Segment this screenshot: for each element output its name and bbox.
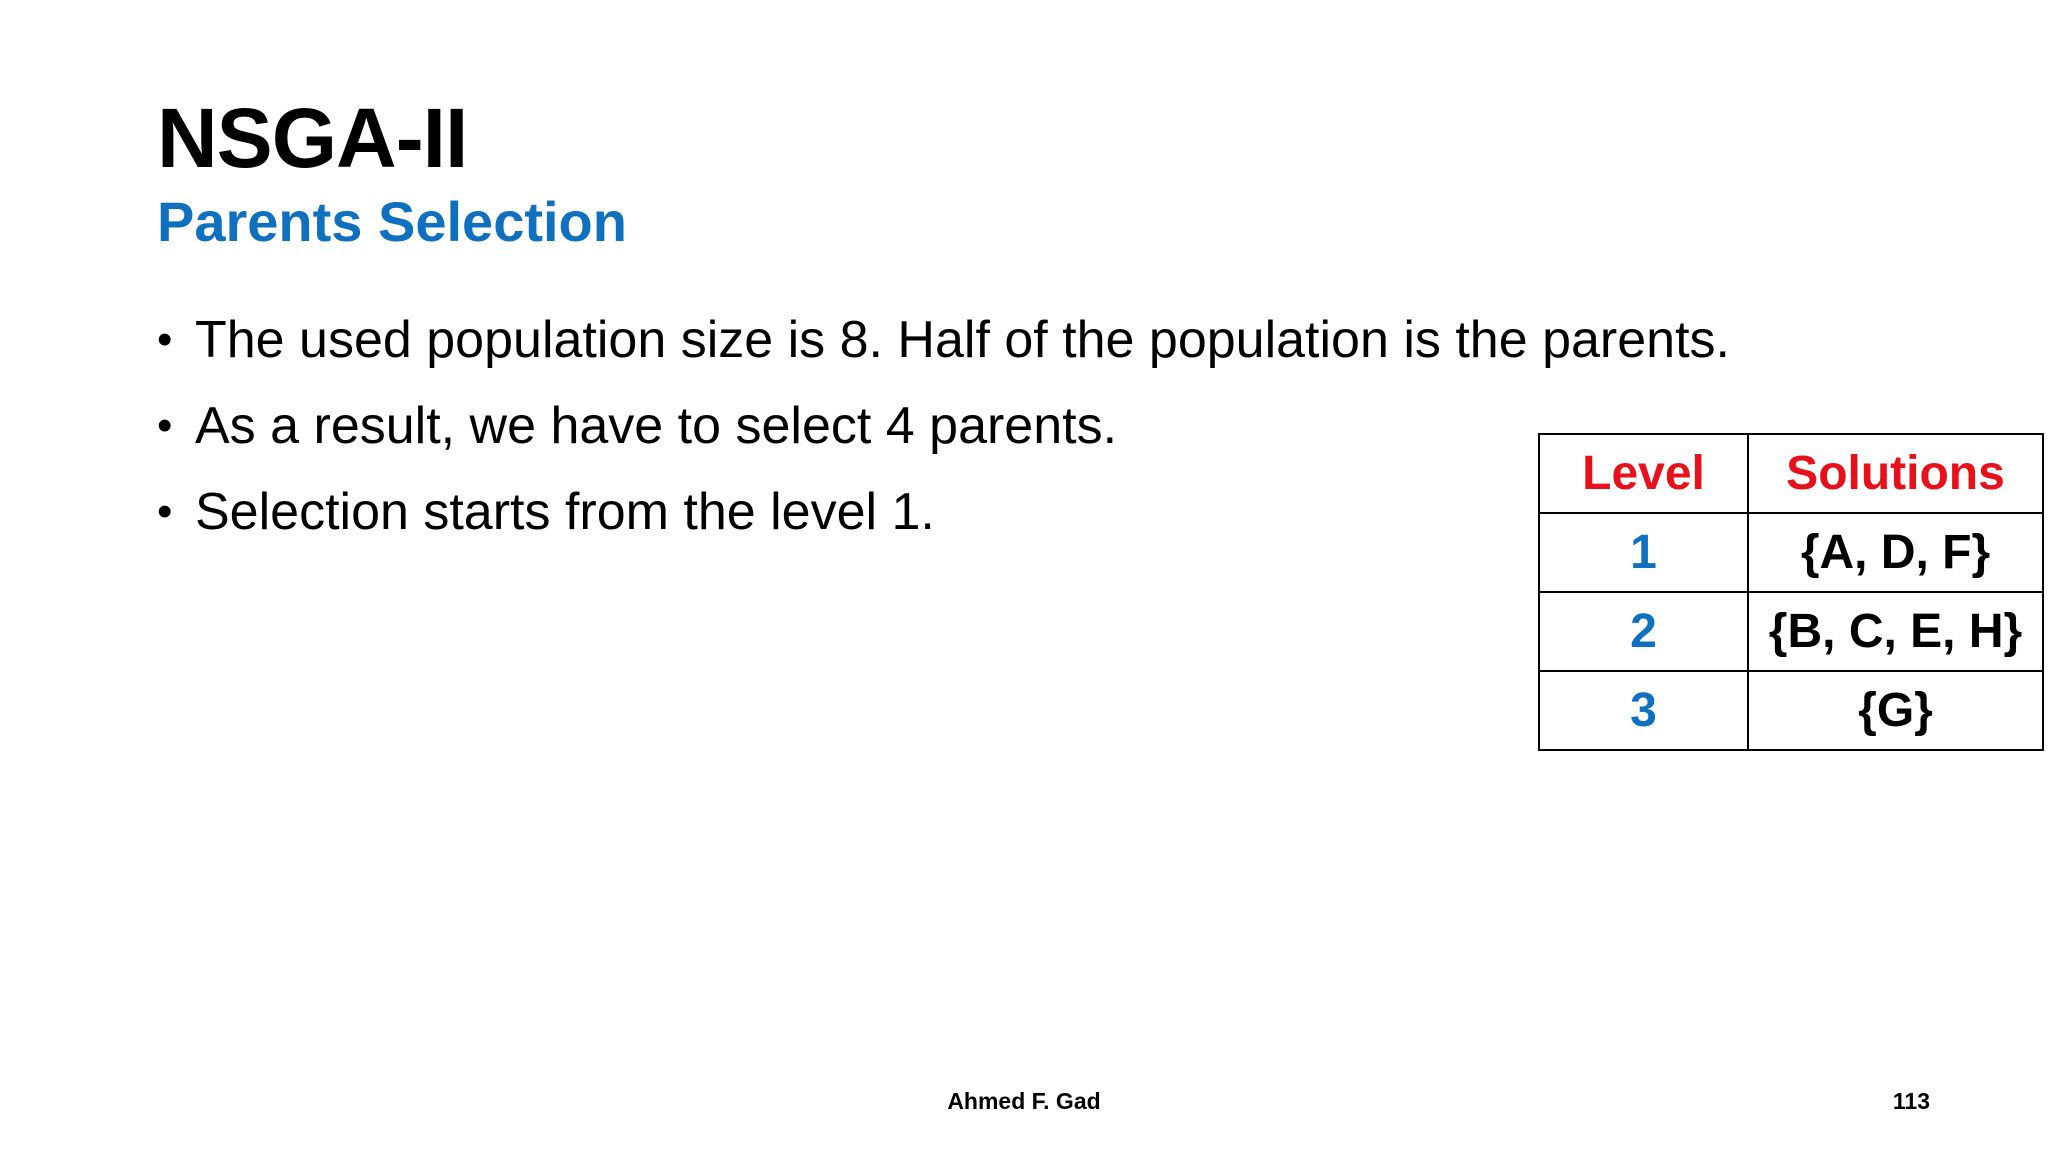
solutions-cell: {B, C, E, H} [1748,592,2043,671]
slide-title: NSGA-II [157,91,468,185]
table-row [1539,513,2043,592]
table-header-row [1539,434,2043,513]
level-cell: 1 [1539,513,1748,592]
bullet-item [157,305,1907,375]
header-level: Level [1539,434,1748,513]
solutions-cell: {A, D, F} [1748,513,2043,592]
bullet-text: As a result, we have to select 4 parents. [195,397,1118,455]
solutions-cell: {G} [1748,671,2043,750]
table-row [1539,592,2043,671]
bullet-text: Selection starts from the level 1. [195,483,935,541]
page-number: 113 [1892,1088,1930,1114]
level-cell: 3 [1539,671,1748,750]
table-row [1539,671,2043,750]
bullet-icon: • [157,487,173,536]
level-cell: 2 [1539,592,1748,671]
slide-subtitle: Parents Selection [157,190,627,253]
header-solutions: Solutions [1748,434,2043,513]
bullet-text: The used population size is 8. Half of the population is the parents. [195,311,1730,369]
bullet-icon: • [157,315,173,364]
bullet-icon: • [157,401,173,450]
level-solutions-table [1538,433,2044,751]
footer-author: Ahmed F. Gad [947,1088,1101,1114]
